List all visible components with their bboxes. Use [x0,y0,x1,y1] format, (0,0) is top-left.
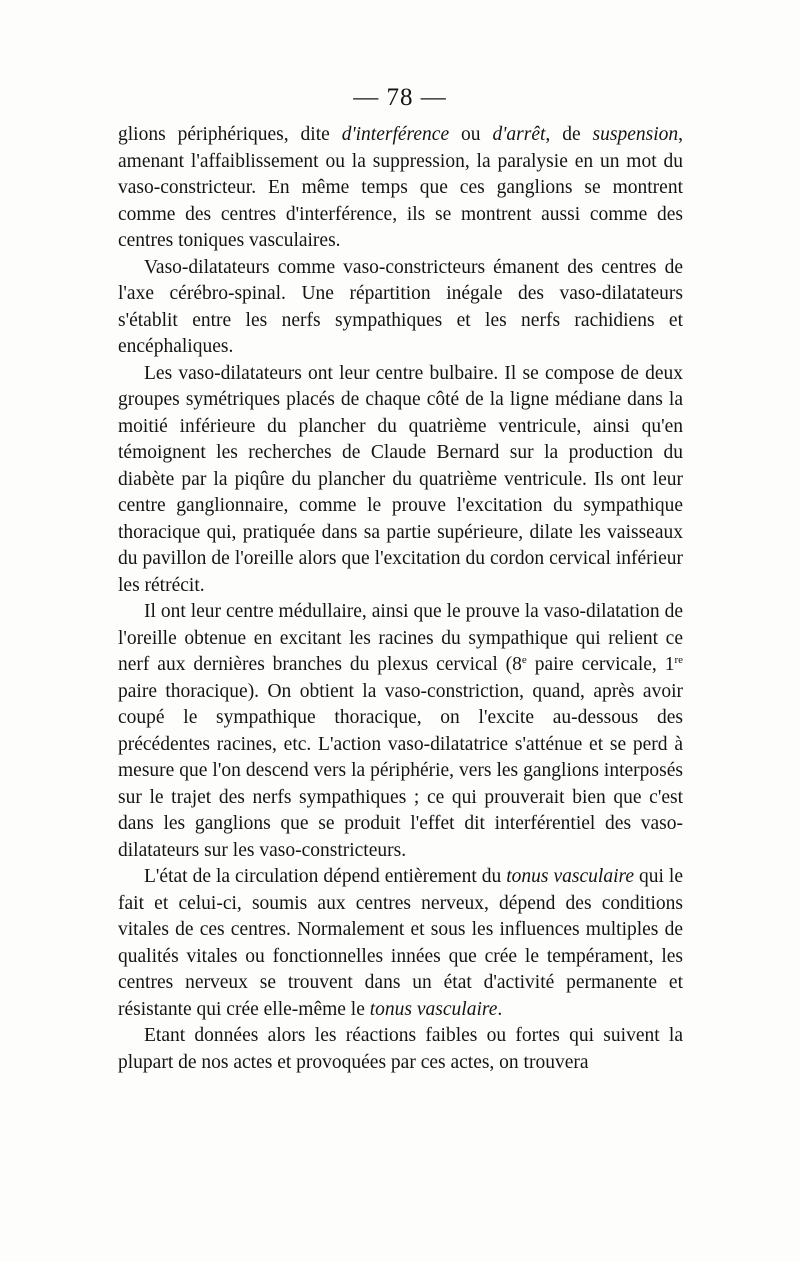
text-run: paire thoracique). On obtient la vaso-constriction, quand, après avoir coupé le sympathique thoracique, on l'excite au-dessous des précédentes racines, etc. L'action vaso-dilatatrice s'atténue et se perd à mesure que l'on descend vers la périphérie, vers les ganglions interposés sur le trajet des nerfs sympathiques ; ce qui prouverait bien que c'est dans les ganglions que se produit l'effet dit interférentiel des vaso-dilatateurs sur les vaso-constricteurs. [118,680,683,861]
text-run: . [497,998,503,1020]
text-run: Les vaso-dilatateurs ont leur centre bulbaire. Il se compose de deux groupes symétriques placés de chaque côté de la ligne médiane dans la moitié inférieure du plancher du quatrième ventricule, ainsi qu'en témoignent les recherches de Claude Bernard sur la production du diabète par la piqûre du plancher du quatrième ventricule. Ils ont leur centre ganglionnaire, comme le prouve l'excitation du sympathique thoracique qui, pratiquée dans sa partie supérieure, dilate les vaisseaux du pavillon de l'oreille alors que l'excitation du cordon cervical inférieur les rétrécit. [118,362,683,596]
italic-term: d'arrêt [492,124,546,145]
paragraph [118,1023,683,1076]
paragraph [118,864,683,1023]
text-run: ou [449,124,493,145]
paragraph [118,599,683,864]
text-run: Vaso-dilatateurs comme vaso-constricteurs émanent des centres de l'axe cérébro-spinal. Une répartition inégale des vaso-dilatateurs s'établit entre les nerfs sympathiques et les nerfs rachidiens et encéphaliques. [118,256,683,357]
italic-term: suspension [592,124,679,145]
text-run: L'état de la circulation dépend entièrement du [144,866,507,887]
paragraph [118,122,683,255]
text-run: Etant données alors les réactions faibles ou fortes qui suivent la plupart de nos actes et provoquées par ces actes, on trouvera [118,1025,683,1073]
text-run: , de [545,124,593,145]
text-run: glions périphériques, dite [118,124,342,145]
ordinal-superscript: e [521,654,527,666]
italic-term: tonus vasculaire [506,866,635,887]
page-number: — 78 — [353,84,447,111]
text-run: paire cervicale, 1 [526,654,675,675]
italic-term: tonus vasculaire [369,998,498,1020]
text-run: qui le fait et celui-ci, soumis aux centres nerveux, dépend des conditions vitales de ces centres. Normalement et sous les influences multiples de qualités vitales ou fonctionnelles innées que crée le tempérament, les centres nerveux se trouvent dans un état d'activité permanente et résistante qui crée elle-même le [118,866,683,1020]
text-run: , amenant l'affaiblissement ou la suppression, la paralysie en un mot du vaso-constricteur. En même temps que ces ganglions se montrent comme des centres d'interférence, ils se montrent aussi comme des centres toniques vasculaires. [118,124,683,251]
paragraph [118,255,683,361]
text-run: Il ont leur centre médullaire, ainsi que le prouve la vaso-dilatation de l'oreille obtenue en excitant les racines du sympathique qui relient ce nerf aux dernières branches du plexus cervical (8 [118,601,683,675]
italic-term: d'interférence [341,124,450,145]
paragraph [118,361,683,600]
ordinal-superscript: re [674,654,683,666]
body-text [118,122,683,1076]
